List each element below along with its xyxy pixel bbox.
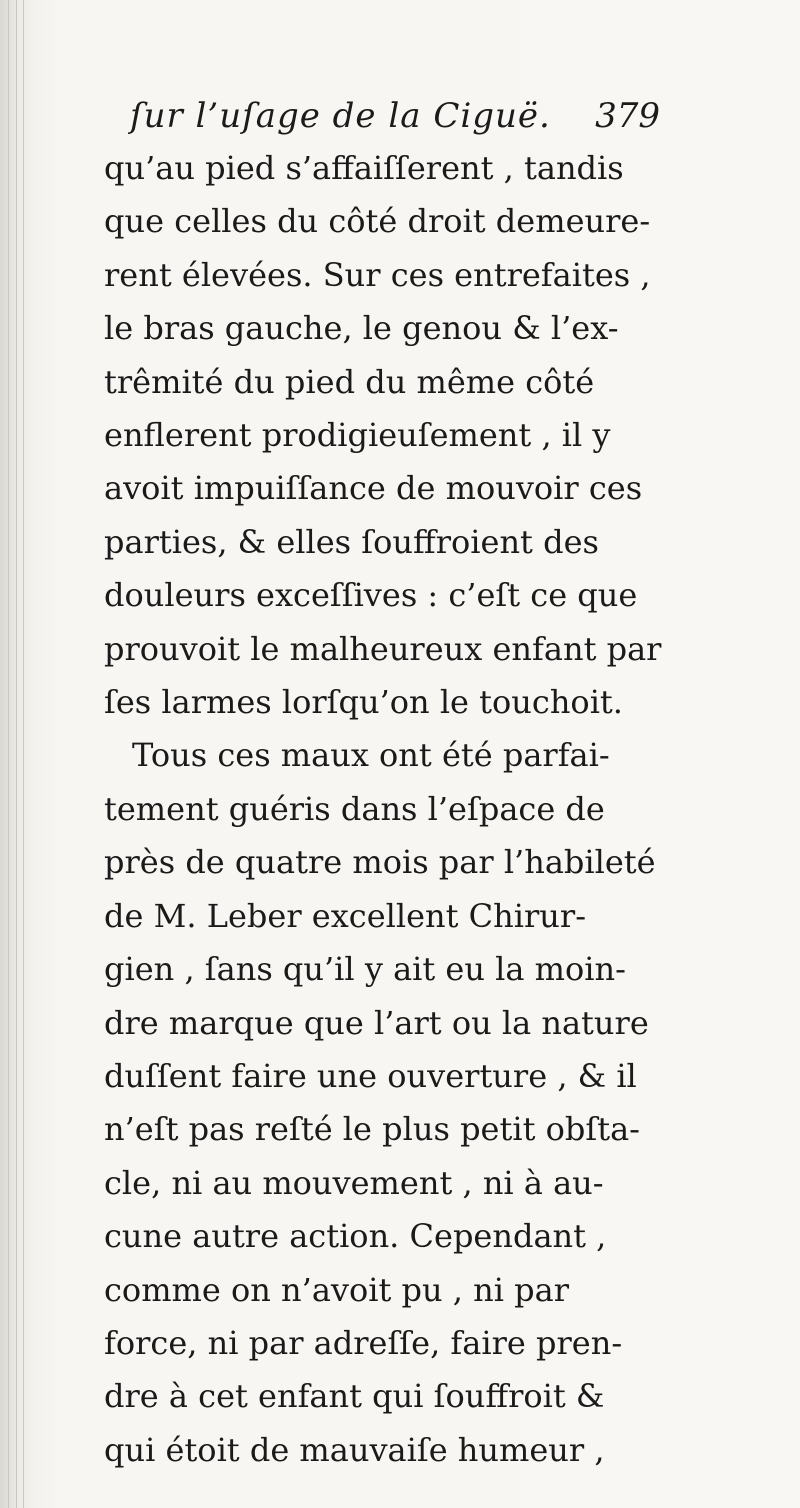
text-line: que celles du côté droit demeure- bbox=[104, 202, 651, 241]
page-number: 379 bbox=[595, 96, 660, 136]
text-line: douleurs exceſſives : c’eſt ce que bbox=[104, 576, 638, 615]
page-gutter-shadow bbox=[0, 0, 30, 1508]
page-edge-line bbox=[16, 0, 17, 1508]
text-line: cune autre action. Cependant , bbox=[104, 1217, 607, 1256]
text-line: dre à cet enfant qui ſouffroit & bbox=[104, 1377, 605, 1416]
text-line: le bras gauche, le genou & l’ex- bbox=[104, 309, 619, 348]
paragraph-start-line: Tous ces maux ont été parfai- bbox=[132, 736, 610, 775]
text-line: de M. Leber excellent Chirur- bbox=[104, 896, 587, 935]
text-line: avoit impuiſſance de mouvoir ces bbox=[104, 469, 643, 508]
text-line: dre marque que l’art ou la nature bbox=[104, 1003, 649, 1042]
text-line: qu’au pied s’affaiſſerent , tandis bbox=[104, 149, 624, 187]
text-line: n’eſt pas reſté le plus petit obſta- bbox=[104, 1110, 640, 1149]
text-line: cle, ni au mouvement , ni à au- bbox=[104, 1163, 604, 1202]
text-line: gien , ſans qu’il y ait eu la moin- bbox=[104, 950, 626, 989]
text-line: trêmité du pied du même côté bbox=[104, 362, 595, 401]
text-line: près de quatre mois par l’habileté bbox=[104, 843, 656, 882]
page-edge-line bbox=[23, 0, 24, 1508]
running-title: ſur l’uſage de la Ciguë. bbox=[130, 96, 551, 136]
body-text bbox=[104, 142, 664, 1477]
text-line: tement guéris dans l’eſpace de bbox=[104, 789, 605, 828]
text-line: qui étoit de mauvaiſe humeur , bbox=[104, 1430, 605, 1469]
text-line: rent élevées. Sur ces entrefaites , bbox=[104, 255, 651, 294]
text-line: parties, & elles ſouffroient des bbox=[104, 522, 599, 561]
text-line: force, ni par adreſſe, faire pren- bbox=[104, 1323, 623, 1362]
page-edge-line bbox=[8, 0, 9, 1508]
text-line: duſſent faire une ouverture , & il bbox=[104, 1056, 637, 1095]
text-line: ſes larmes lorſqu’on le touchoit. bbox=[104, 683, 623, 722]
text-line: enflerent prodigieuſement , il y bbox=[104, 416, 611, 455]
text-line: prouvoit le malheureux enfant par bbox=[104, 629, 662, 668]
text-line: comme on n’avoit pu , ni par bbox=[104, 1270, 569, 1309]
